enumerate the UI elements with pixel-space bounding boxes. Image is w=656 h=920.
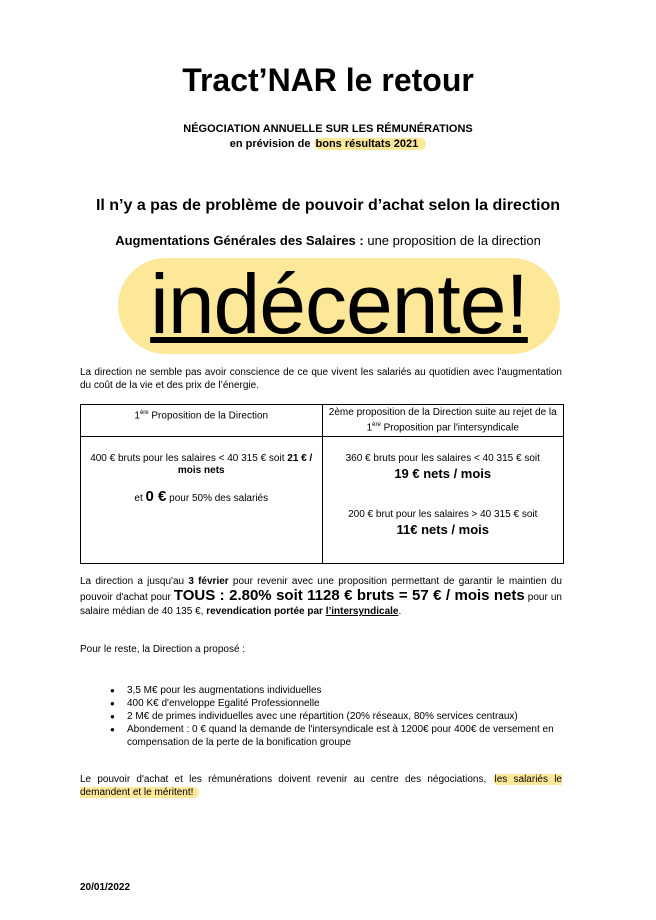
list-item: ● 3,5 M€ pour les augmentations individuelles [110, 684, 610, 697]
banner-text: indécente! [150, 257, 528, 351]
conclusion-paragraph: Le pouvoir d'achat et les rémunérations doivent revenir au centre des négociations, les salariés le demandent et le méritent! [80, 774, 562, 798]
subtitle-line2 [0, 137, 656, 152]
conclusion-highlight: les salariés le demandent et le méritent! [80, 774, 562, 798]
document-title: Tract’NAR le retour [182, 62, 474, 98]
banner [118, 258, 560, 350]
header-first-proposal: 1ère Proposition de la Direction [81, 405, 323, 437]
subtitle-highlight: bons résultats 2021 [314, 138, 427, 150]
proposals-list [80, 684, 610, 749]
cell-second-proposal [322, 437, 564, 564]
document-date: 20/01/2022 [80, 882, 131, 893]
header-second-proposal: 2ème proposition de la Direction suite au rejet de la 1ère Proposition par l'intersyndicale [322, 405, 564, 437]
intro-paragraph: La direction ne semble pas avoir conscience de ce que vivent les salariés au quotidien avec l'augmentation du coût de la vie et des prix de l’énergie. [80, 367, 562, 391]
subhead-bold: Augmentations Générales des Salaires : [115, 233, 364, 248]
table-row [81, 437, 564, 564]
first-proposal-line: 400 € bruts pour les salaires < 40 315 € soit 21 € / mois nets [90, 453, 313, 477]
proposals-table [80, 404, 564, 564]
subtitle-line1: NÉGOCIATION ANNUELLE SUR LES RÉMUNÉRATIONS [183, 123, 473, 135]
list-item: ● 400 K€ d'enveloppe Egalité Professionnelle [110, 697, 610, 710]
subtitle-prefix: en prévision de [229, 138, 314, 150]
second-proposal-a-amount: 19 € nets / mois [394, 466, 492, 482]
subtitle [0, 122, 656, 152]
list-item: ● 2 M€ de primes individuelles avec une répartition (20% réseaux, 80% services centraux) [110, 710, 610, 723]
list-item: ● Abondement : 0 € quand la demande de l'intersyndicale est à 1200€ pour 400€ de versement en compensation de la perte de la bonification groupe [110, 723, 610, 749]
second-proposal-a-text: 360 € bruts pour les salaires < 40 315 € soit [345, 453, 540, 465]
first-proposal-zero: et 0 € pour 50% des salariés [134, 488, 269, 506]
reste-intro: Pour le reste, la Direction a proposé : [80, 644, 246, 655]
second-proposal-b-text: 200 € brut pour les salaires > 40 315 € soit [348, 509, 538, 521]
second-proposal-b-amount: 11€ nets / mois [396, 522, 489, 538]
headline: Il n’y a pas de problème de pouvoir d’achat selon la direction [95, 197, 561, 214]
subhead-rest: une proposition de la direction [363, 233, 541, 248]
deadline-paragraph: La direction a jusqu'au 3 février pour revenir avec une proposition permettant de garantir le maintien du pouvoir d'achat pour TOUS : 2.80% soit 1128 € bruts = 57 € / mois nets pour un salaire médian de 40 135 €, revendication portée par l’intersyndicale. [80, 576, 562, 617]
cell-first-proposal [81, 437, 323, 564]
table-header-row [81, 405, 564, 437]
subheading [0, 233, 656, 248]
